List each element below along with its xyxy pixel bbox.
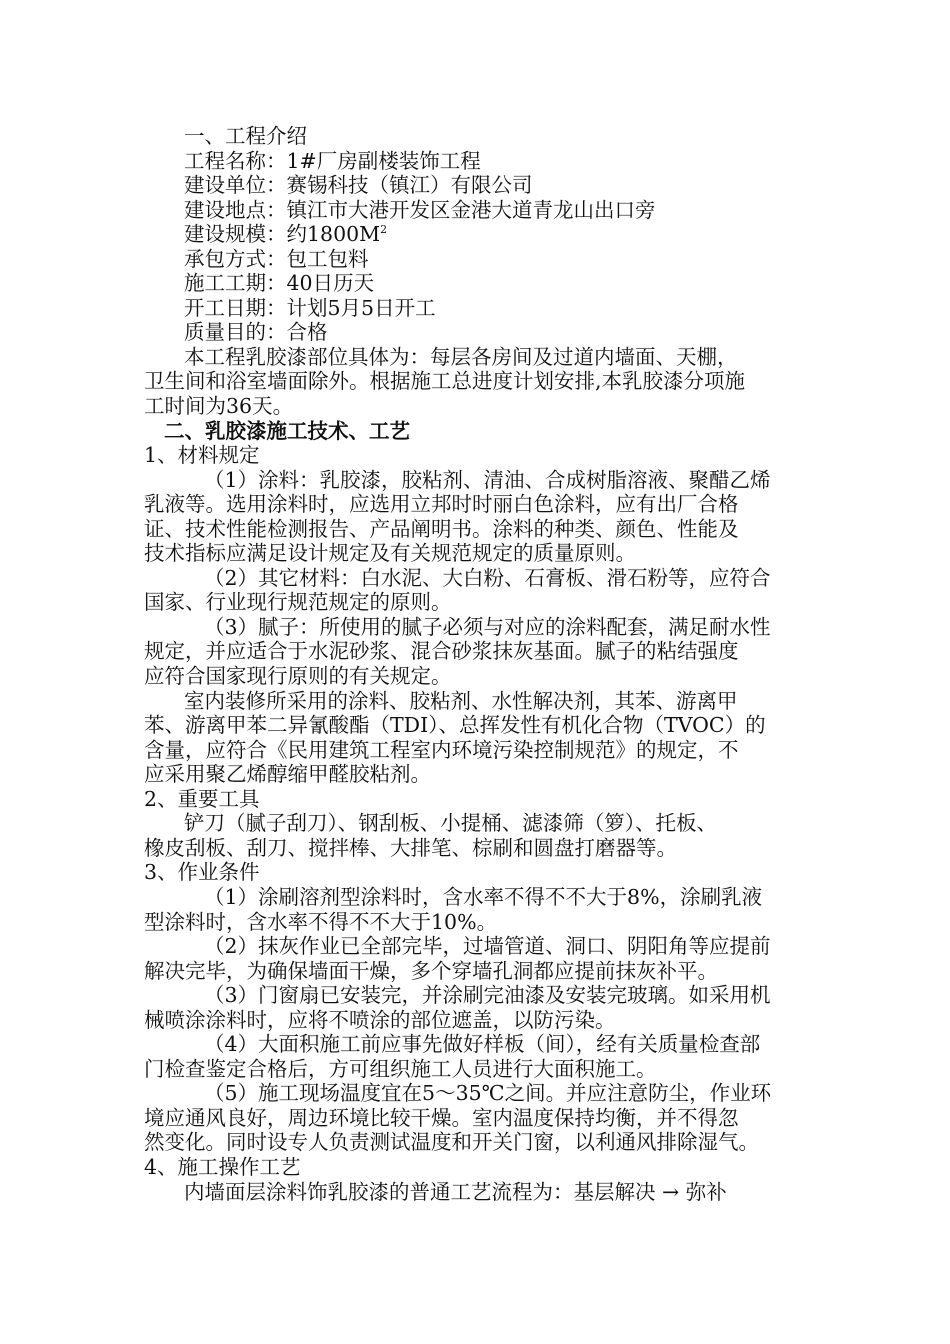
document-body bbox=[144, 124, 808, 1204]
conditions-line: 械喷涂涂料时，应将不喷涂的部位遮盖，以防污染。 bbox=[144, 1007, 616, 1032]
materials-line: 含量，应符合《民用建筑工程室内环境污染控制规范》的规定，不 bbox=[144, 737, 739, 762]
process-title: 4、施工操作工艺 bbox=[144, 1154, 301, 1179]
materials-line: 苯、游离甲苯二异氰酸酯（TDI）、总挥发性有机化合物（TVOC）的 bbox=[144, 713, 766, 738]
materials-line: （2）其它材料：白水泥、大白粉、石膏板、滑石粉等，应符合 bbox=[204, 565, 771, 590]
section-2-title: 二、乳胶漆施工技术、工艺 bbox=[164, 418, 410, 443]
conditions-line: 然变化。同时设专人负责测试温度和开关门窗，以利通风排除湿气。 bbox=[144, 1130, 759, 1155]
scale-superscript: 2 bbox=[380, 223, 388, 237]
tools-title: 2、重要工具 bbox=[144, 786, 260, 811]
materials-line: 应采用聚乙烯醇缩甲醛胶粘剂。 bbox=[144, 762, 431, 787]
materials-line: 乳液等。选用涂料时，应选用立邦时时丽白色涂料，应有出厂合格 bbox=[144, 492, 739, 517]
quality: 质量目的：合格 bbox=[184, 320, 328, 345]
tools-line: 铲刀（腻子刮刀）、钢刮板、小提桶、滤漆筛（箩）、托板、 bbox=[184, 811, 717, 836]
conditions-line: （3）门窗扇已安装完，并涂刷完油漆及安装完玻璃。如采用机 bbox=[204, 983, 771, 1008]
conditions-line: 门检查鉴定合格后，方可组织施工人员进行大面积施工。 bbox=[144, 1056, 657, 1081]
start-date: 开工日期：计划5月5日开工 bbox=[184, 295, 436, 320]
scope-line: 工时间为36天。 bbox=[144, 394, 294, 419]
tools-line: 橡皮刮板、刮刀、搅拌棒、大排笔、棕刷和圆盘打磨器等。 bbox=[144, 835, 677, 860]
materials-line: 证、技术性能检测报告、产品阐明书。涂料的种类、颜色、性能及 bbox=[144, 516, 739, 541]
materials-title: 1、材料规定 bbox=[144, 443, 260, 468]
conditions-line: （4）大面积施工前应事先做好样板（间），经有关质量检查部 bbox=[204, 1032, 761, 1057]
scope-line: 本工程乳胶漆部位具体为：每层各房间及过道内墙面、天棚， bbox=[184, 344, 738, 369]
materials-line: 规定，并应适合于水泥砂浆、混合砂浆抹灰基面。腻子的粘结强度 bbox=[144, 639, 739, 664]
section-1-title: 一、工程介绍 bbox=[184, 124, 307, 148]
materials-line: 应符合国家现行原则的有关规定。 bbox=[144, 664, 452, 689]
scope-line: 卫生间和浴室墙面除外。根据施工总进度计划安排,本乳胶漆分项施 bbox=[144, 369, 746, 394]
materials-line: （1）涂料：乳胶漆，胶粘剂、清油、合成树脂溶液、聚醋乙烯 bbox=[204, 467, 771, 492]
materials-line: 技术指标应满足设计规定及有关规范规定的质量原则。 bbox=[144, 541, 636, 566]
location: 建设地点：镇江市大港开发区金港大道青龙山出口旁 bbox=[184, 197, 656, 222]
materials-line: （3）腻子：所使用的腻子必须与对应的涂料配套，满足耐水性 bbox=[204, 614, 771, 639]
scale-text: 建设规模：约1800M bbox=[184, 222, 381, 247]
conditions-title: 3、作业条件 bbox=[144, 860, 260, 885]
materials-line: 国家、行业现行规范规定的原则。 bbox=[144, 590, 452, 615]
materials-line: 室内装修所采用的涂料、胶粘剂、水性解决剂，其苯、游离甲 bbox=[184, 688, 738, 713]
conditions-line: 解决完毕，为确保墙面干燥，多个穿墙孔洞都应提前抹灰补平。 bbox=[144, 958, 718, 983]
builder: 建设单位：赛锡科技（镇江）有限公司 bbox=[184, 173, 533, 198]
conditions-line: 境应通风良好，周边环境比较干燥。室内温度保持均衡，并不得忽 bbox=[144, 1105, 739, 1130]
contract: 承包方式：包工包料 bbox=[184, 246, 369, 271]
conditions-line: （1）涂刷溶剂型涂料时，含水率不得不不大于8%，涂刷乳液 bbox=[204, 884, 763, 909]
scale bbox=[144, 222, 808, 247]
process-line: 内墙面层涂料饰乳胶漆的普通工艺流程为：基层解决 → 弥补 bbox=[184, 1179, 727, 1204]
conditions-line: （2）抹灰作业已全部完毕，过墙管道、洞口、阴阳角等应提前 bbox=[204, 934, 771, 959]
conditions-line: （5）施工现场温度宜在5～35℃之间。并应注意防尘，作业环 bbox=[204, 1081, 772, 1106]
conditions-line: 型涂料时，含水率不得不不大于10%。 bbox=[144, 909, 498, 934]
project-name: 工程名称：1#厂房副楼装饰工程 bbox=[184, 148, 481, 173]
duration: 施工工期：40日历天 bbox=[184, 271, 375, 296]
